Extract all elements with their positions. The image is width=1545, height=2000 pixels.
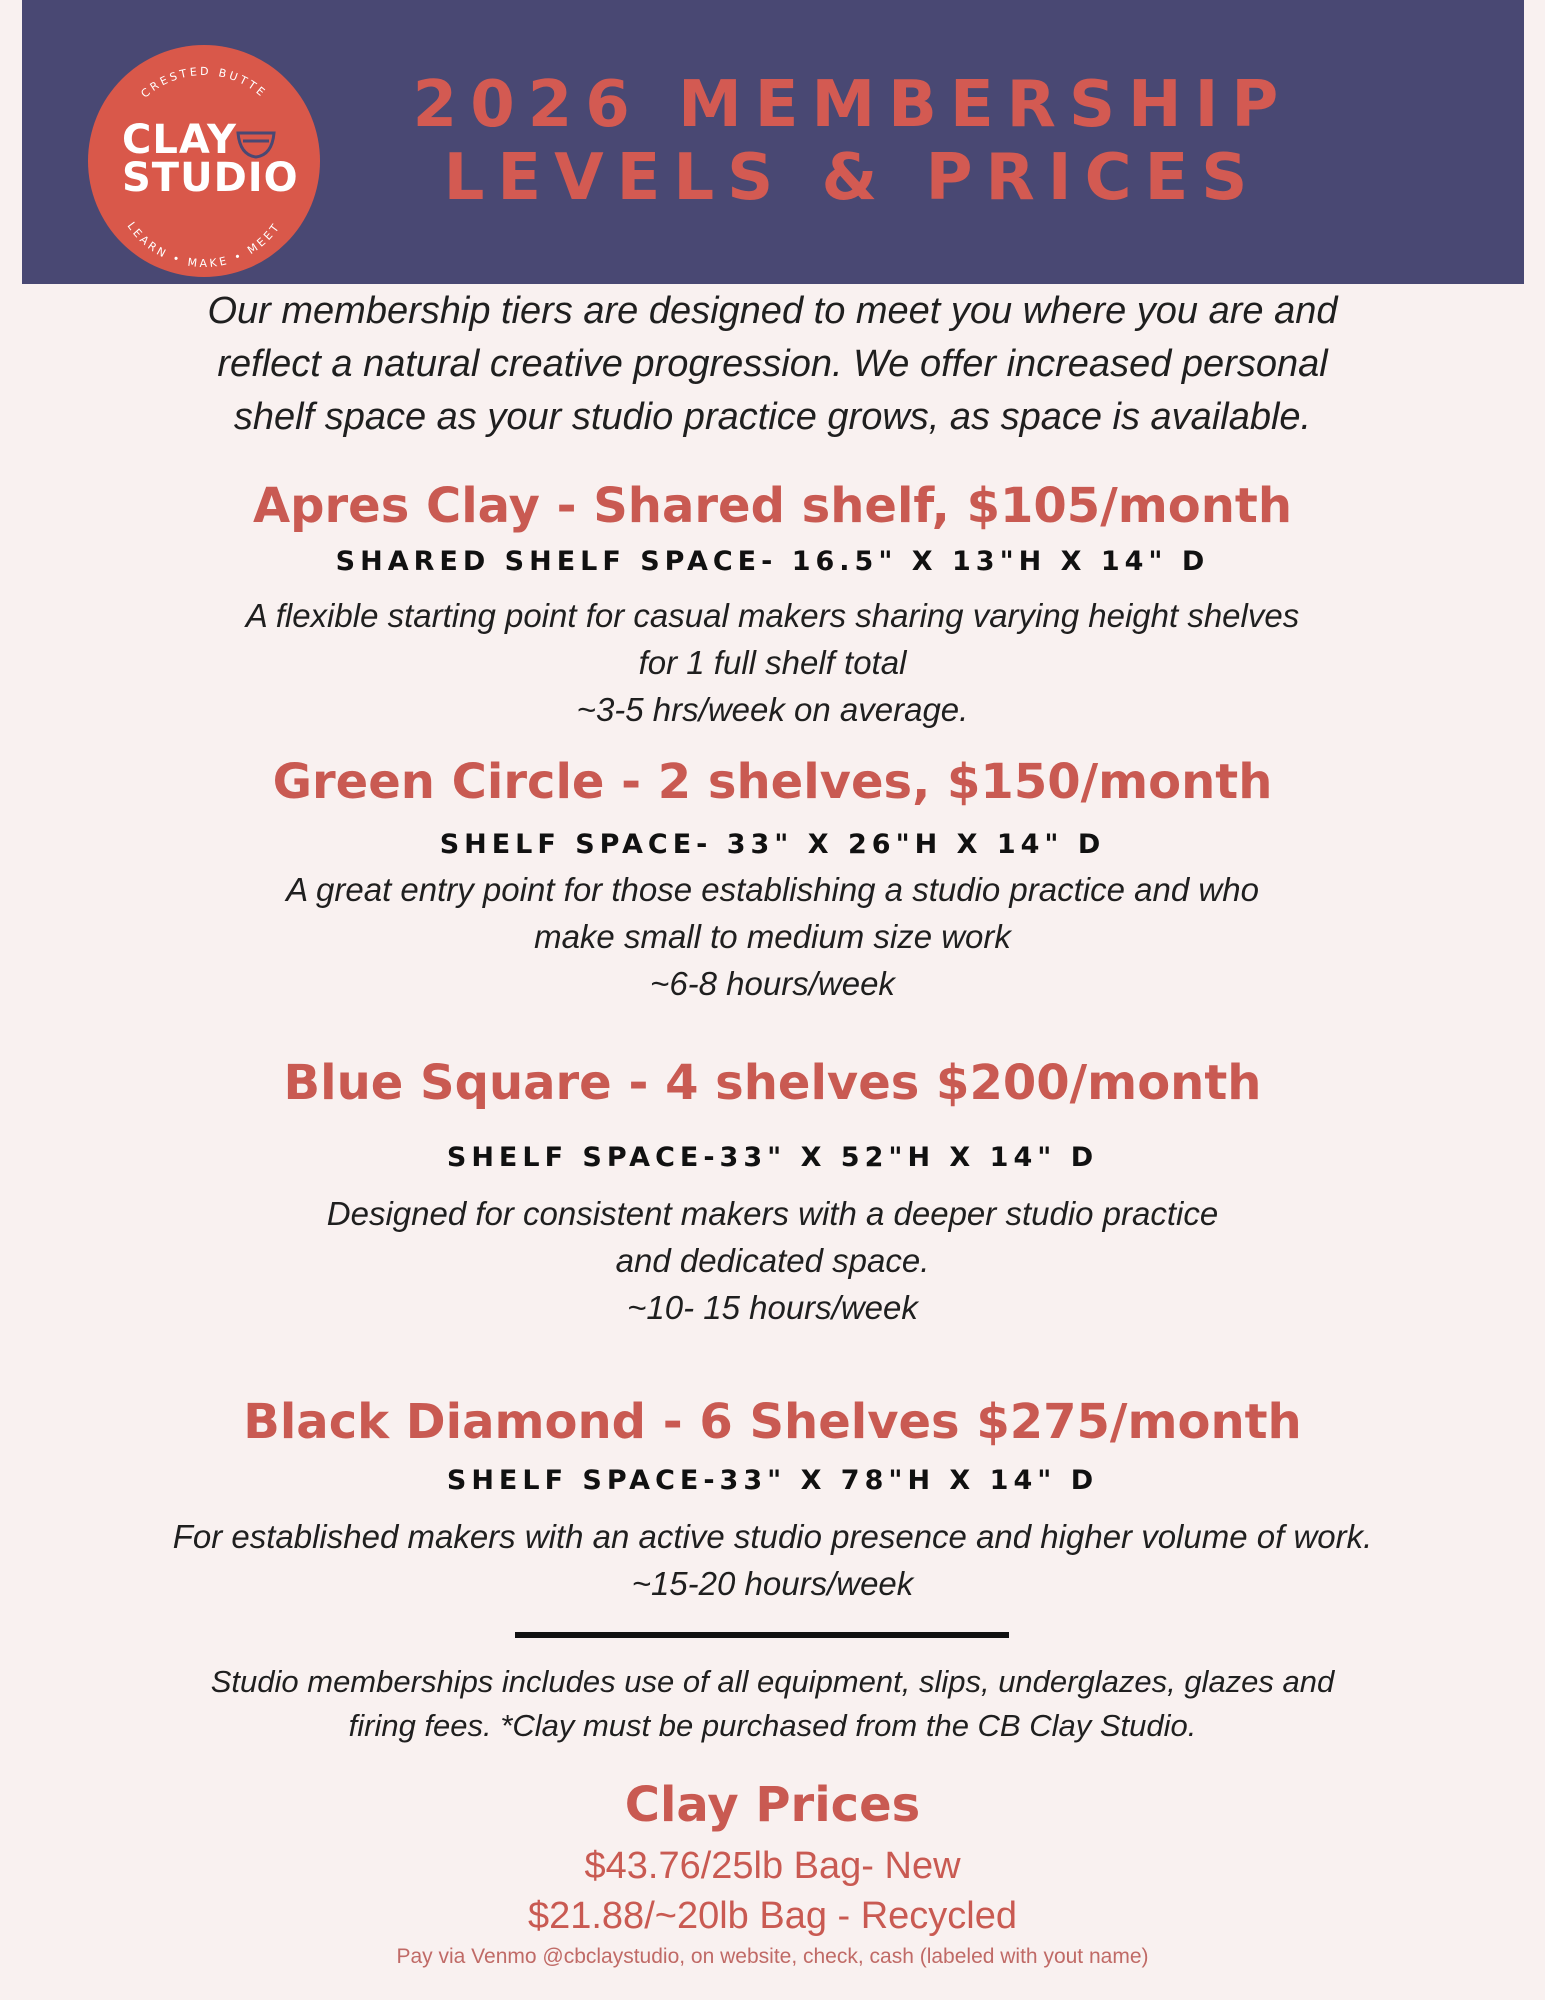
intro-line: Our membership tiers are designed to meet you where you are and: [207, 290, 1338, 332]
intro-paragraph: [0, 285, 1545, 444]
tier-title-black-diamond: Black Diamond - 6 Shelves $275/month: [243, 1394, 1302, 1450]
section-divider: [515, 1632, 1009, 1638]
clay-prices-heading: Clay Prices: [624, 1777, 921, 1833]
tier-shelf-black-diamond: SHELF SPACE-33" X 78"H X 14" D: [446, 1465, 1099, 1496]
tier-title-green-circle: Green Circle - 2 shelves, $150/month: [272, 754, 1273, 810]
clay-price-recycled: $21.88/~20lb Bag - Recycled: [527, 1895, 1018, 1937]
desc-line: and dedicated space.: [615, 1242, 930, 1279]
header-banner: [22, 0, 1524, 284]
tier-shelf-blue-square: SHELF SPACE-33" X 52"H X 14" D: [446, 1142, 1099, 1173]
desc-line: A flexible starting point for casual makers sharing varying height shelves: [245, 597, 1300, 634]
tier-desc-blue-square: [0, 1190, 1545, 1331]
page-title-line1: 2026 MEMBERSHIP: [412, 68, 1292, 142]
desc-line: For established makers with an active studio presence and higher volume of work.: [172, 1518, 1373, 1555]
tier-desc-green-circle: [0, 866, 1545, 1007]
desc-line: ~3-5 hrs/week on average.: [576, 691, 969, 728]
bowl-icon: [238, 133, 274, 157]
logo-word-clay: CLAY: [122, 117, 237, 163]
tier-desc-apres-clay: [0, 592, 1545, 733]
desc-line: for 1 full shelf total: [638, 644, 907, 681]
desc-line: Designed for consistent makers with a deeper studio practice: [326, 1195, 1219, 1232]
desc-line: A great entry point for those establishing a studio practice and who: [286, 871, 1259, 908]
intro-line: shelf space as your studio practice grows, as space is available.: [233, 396, 1312, 438]
payment-info: Pay via Venmo @cbclaystudio, on website, check, cash (labeled with yout name): [396, 1945, 1149, 1968]
tier-title-blue-square: Blue Square - 4 shelves $200/month: [283, 1055, 1262, 1111]
page-title-line2: LEVELS & PRICES: [443, 141, 1261, 215]
clay-studio-logo: [88, 45, 320, 277]
intro-line: reflect a natural creative progression. We offer increased personal: [217, 343, 1328, 385]
logo-ring-top-text: CRESTED BUTTE: [138, 64, 270, 101]
logo-ring-bottom-text: LEARN • MAKE • MEET: [124, 219, 284, 271]
tier-desc-black-diamond: [0, 1513, 1545, 1607]
tier-shelf-green-circle: SHELF SPACE- 33" X 26"H X 14" D: [439, 829, 1106, 860]
membership-note: [0, 1660, 1545, 1748]
logo-word-studio: STUDIO: [122, 155, 299, 201]
tier-title-apres-clay: Apres Clay - Shared shelf, $105/month: [252, 478, 1293, 534]
desc-line: ~10- 15 hours/week: [627, 1289, 918, 1326]
tier-shelf-apres-clay: SHARED SHELF SPACE- 16.5" X 13"H X 14" D: [335, 546, 1210, 577]
desc-line: make small to medium size work: [534, 918, 1011, 955]
note-line: firing fees. *Clay must be purchased from the CB Clay Studio.: [348, 1708, 1197, 1743]
note-line: Studio memberships includes use of all equipment, slips, underglazes, glazes and: [210, 1664, 1335, 1699]
desc-line: ~15-20 hours/week: [631, 1565, 914, 1602]
clay-price-new: $43.76/25lb Bag- New: [584, 1845, 961, 1887]
desc-line: ~6-8 hours/week: [650, 965, 895, 1002]
